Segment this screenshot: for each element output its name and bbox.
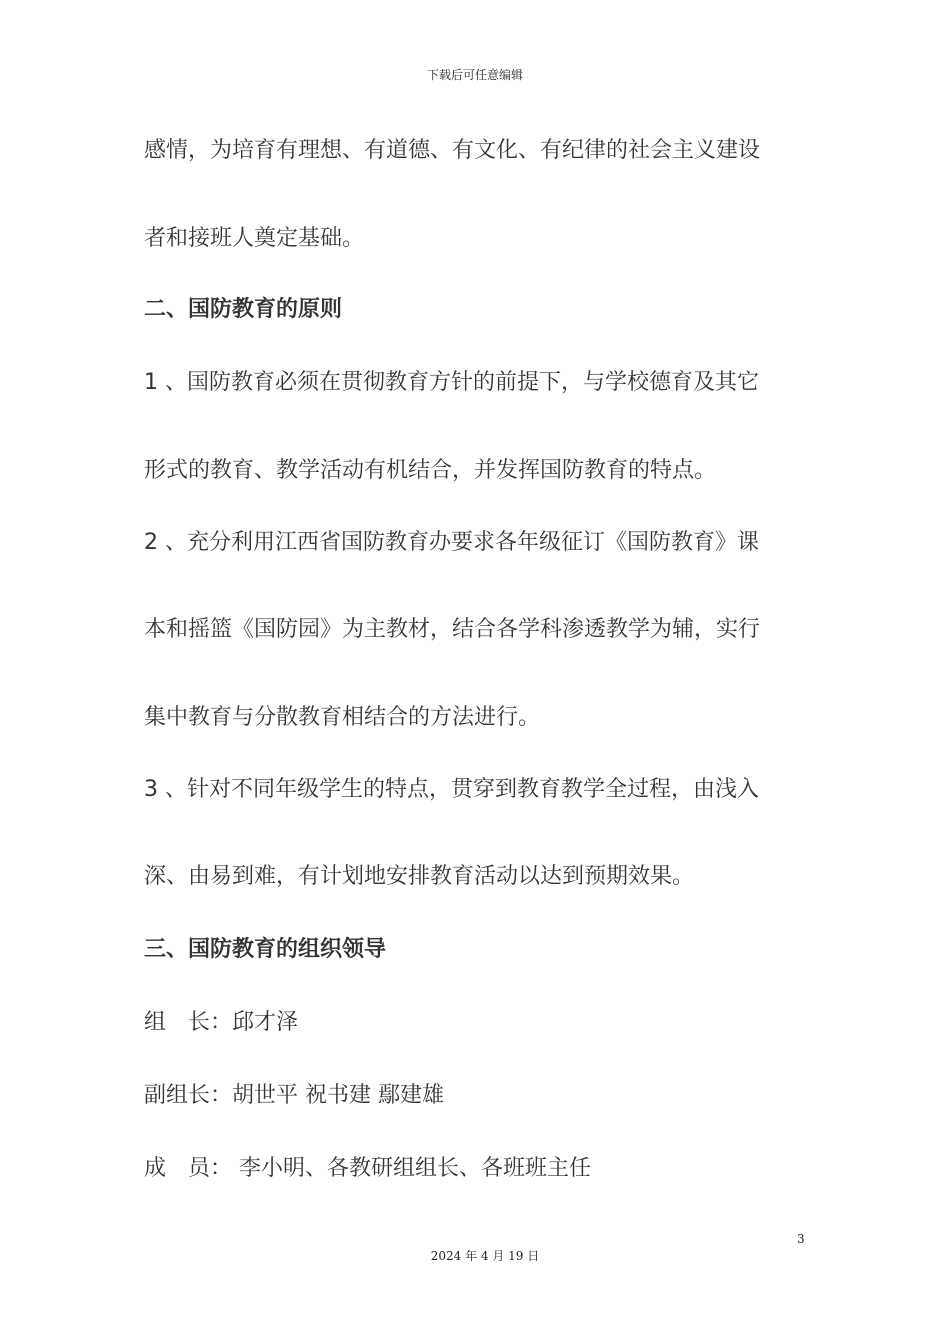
section-heading: 三、国防教育的组织领导 <box>144 937 387 962</box>
paragraph-line: 3 、针对不同年级学生的特点，贯穿到教育教学全过程，由浅入 <box>144 777 759 802</box>
section-heading: 二、国防教育的原则 <box>144 297 343 322</box>
paragraph-line: 本和摇篮《国防园》为主教材，结合各学科渗透教学为辅，实行 <box>144 617 761 642</box>
paragraph-line: 者和接班人奠定基础。 <box>144 226 365 251</box>
paragraph-line: 1 、国防教育必须在贯彻教育方针的前提下，与学校德育及其它 <box>144 370 759 395</box>
leader-line: 组 长：邱才泽 <box>144 1010 299 1035</box>
page-number: 3 <box>797 1232 805 1246</box>
paragraph-line: 形式的教育、教学活动有机结合，并发挥国防教育的特点。 <box>144 458 717 483</box>
members-line: 成 员： 李小明、各教研组组长、各班班主任 <box>144 1156 591 1181</box>
paragraph-line: 2 、充分利用江西省国防教育办要求各年级征订《国防教育》课 <box>144 530 759 555</box>
paragraph-line: 感情，为培育有理想、有道德、有文化、有纪律的社会主义建设 <box>144 138 761 163</box>
page-header: 下载后可任意编辑 <box>426 68 523 82</box>
deputy-leader-line: 副组长：胡世平 祝书建 鄢建雄 <box>144 1083 444 1108</box>
page-footer-date: 2024 年 4 月 19 日 <box>430 1249 540 1263</box>
paragraph-line: 深、由易到难，有计划地安排教育活动以达到预期效果。 <box>144 864 695 889</box>
paragraph-line: 集中教育与分散教育相结合的方法进行。 <box>144 705 541 730</box>
